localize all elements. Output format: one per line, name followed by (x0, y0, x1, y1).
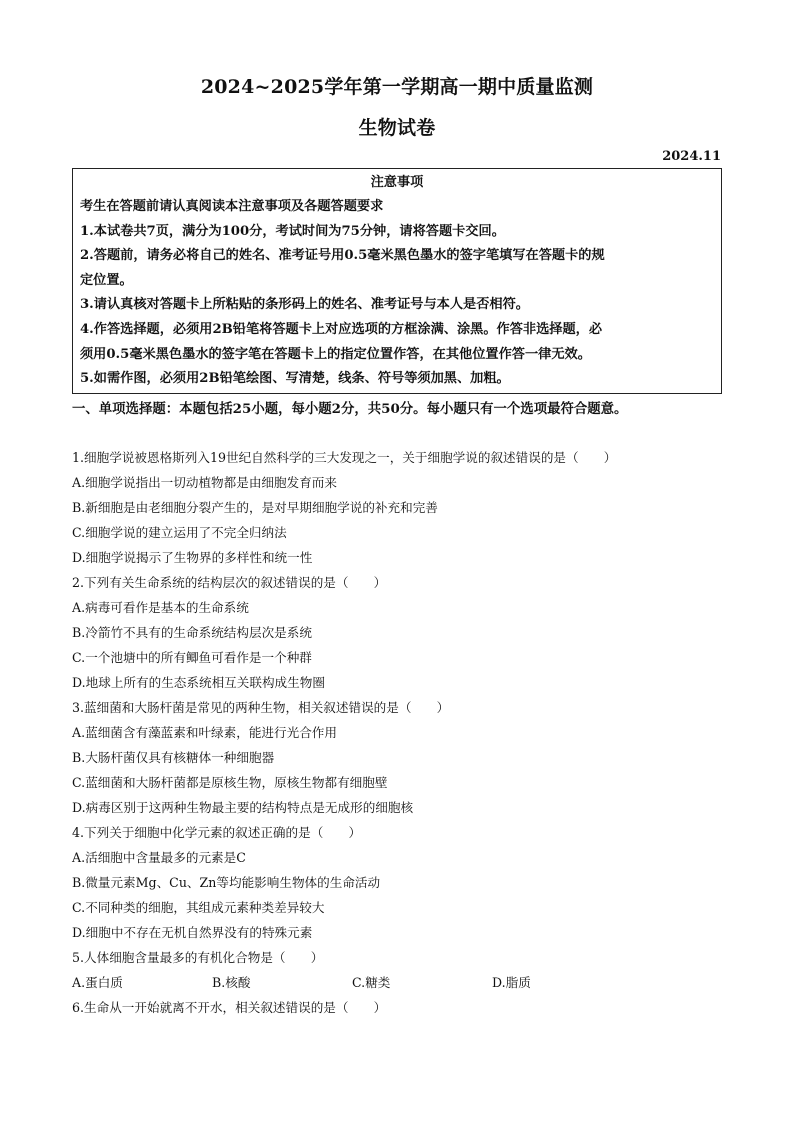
question-line: A.活细胞中含量最多的元素是C (72, 850, 246, 865)
exam-subtitle: 生物试卷 (358, 117, 436, 139)
question-line: 2.下列有关生命系统的结构层次的叙述错误的是（ ） (72, 575, 387, 590)
question-line: A.细胞学说指出一切动植物都是由细胞发育而来 (72, 475, 337, 490)
question-line: B.大肠杆菌仅具有核糖体一种细胞器 (72, 750, 275, 765)
question-line: 5.人体细胞含量最多的有机化合物是（ ） (72, 950, 324, 965)
notice-heading: 注意事项 (370, 175, 424, 190)
notice-line: 5.如需作图，必须用2B铅笔绘图、写清楚，线条、符号等须加黑、加粗。 (80, 371, 510, 387)
notice-line: 2.答题前，请务必将自己的姓名、准考证号用0.5毫米黑色墨水的签字笔填写在答题卡的规 (80, 248, 605, 264)
option-a: A.蛋白质 (72, 975, 123, 990)
question-line: D.地球上所有的生态系统相互关联构成生物圈 (72, 675, 325, 690)
exam-date: 2024.11 (662, 149, 721, 164)
question-line: B.冷箭竹不具有的生命系统结构层次是系统 (72, 625, 312, 640)
question-line: A.病毒可看作是基本的生命系统 (72, 600, 249, 615)
question-line: C.细胞学说的建立运用了不完全归纳法 (72, 525, 287, 540)
notice-line: 定位置。 (80, 272, 133, 288)
exam-title: 2024~2025学年第一学期高一期中质量监测 (200, 76, 594, 98)
question-line: C.不同种类的细胞，其组成元素种类差异较大 (72, 900, 325, 915)
question-line: D.细胞学说揭示了生物界的多样性和统一性 (72, 550, 313, 565)
option-c: C.糖类 (352, 975, 391, 990)
q5-options (72, 970, 722, 995)
question-line: D.细胞中不存在无机自然界没有的特殊元素 (72, 925, 313, 940)
notice-line: 1.本试卷共7页，满分为100分，考试时间为75分钟，请将答题卡交回。 (80, 223, 505, 239)
question-line: B.微量元素Mg、Cu、Zn等均能影响生物体的生命活动 (72, 875, 381, 890)
notice-line: 须用0.5毫米黑色墨水的签字笔在答题卡上的指定位置作答，在其他位置作答一律无效。 (80, 346, 591, 362)
question-line: C.蓝细菌和大肠杆菌都是原核生物，原核生物都有细胞壁 (72, 775, 388, 790)
question-line: D.病毒区别于这两种生物最主要的结构特点是无成形的细胞核 (72, 800, 414, 815)
question-line: 1.细胞学说被恩格斯列入19世纪自然科学的三大发现之一，关于细胞学说的叙述错误的是（ ） (72, 450, 617, 465)
notice-line: 考生在答题前请认真阅读本注意事项及各题答题要求 (80, 199, 384, 214)
question-line: A.蓝细菌含有藻蓝素和叶绿素，能进行光合作用 (72, 725, 337, 740)
question-line: B.新细胞是由老细胞分裂产生的，是对早期细胞学说的补充和完善 (72, 500, 438, 515)
notice-line: 4.作答选择题，必须用2B铅笔将答题卡上对应选项的方框涂满、涂黑。作答非选择题，必 (80, 321, 603, 337)
section-heading: 一、单项选择题：本题包括25小题，每小题2分，共50分。每小题只有一个选项最符合题意。 (72, 401, 628, 417)
question-line: 6.生命从一开始就离不开水，相关叙述错误的是（ ） (72, 1000, 387, 1015)
notice-line: 3.请认真核对答题卡上所粘贴的条形码上的姓名、准考证号与本人是否相符。 (80, 297, 529, 313)
question-line: 4.下列关于细胞中化学元素的叙述正确的是（ ） (72, 825, 362, 840)
question-line: 3.蓝细菌和大肠杆菌是常见的两种生物，相关叙述错误的是（ ） (72, 700, 450, 715)
option-b: B.核酸 (212, 975, 251, 990)
notice-box (72, 168, 722, 394)
question-line: C.一个池塘中的所有鲫鱼可看作是一个种群 (72, 650, 312, 665)
question-list (72, 445, 722, 1020)
option-d: D.脂质 (492, 975, 531, 990)
